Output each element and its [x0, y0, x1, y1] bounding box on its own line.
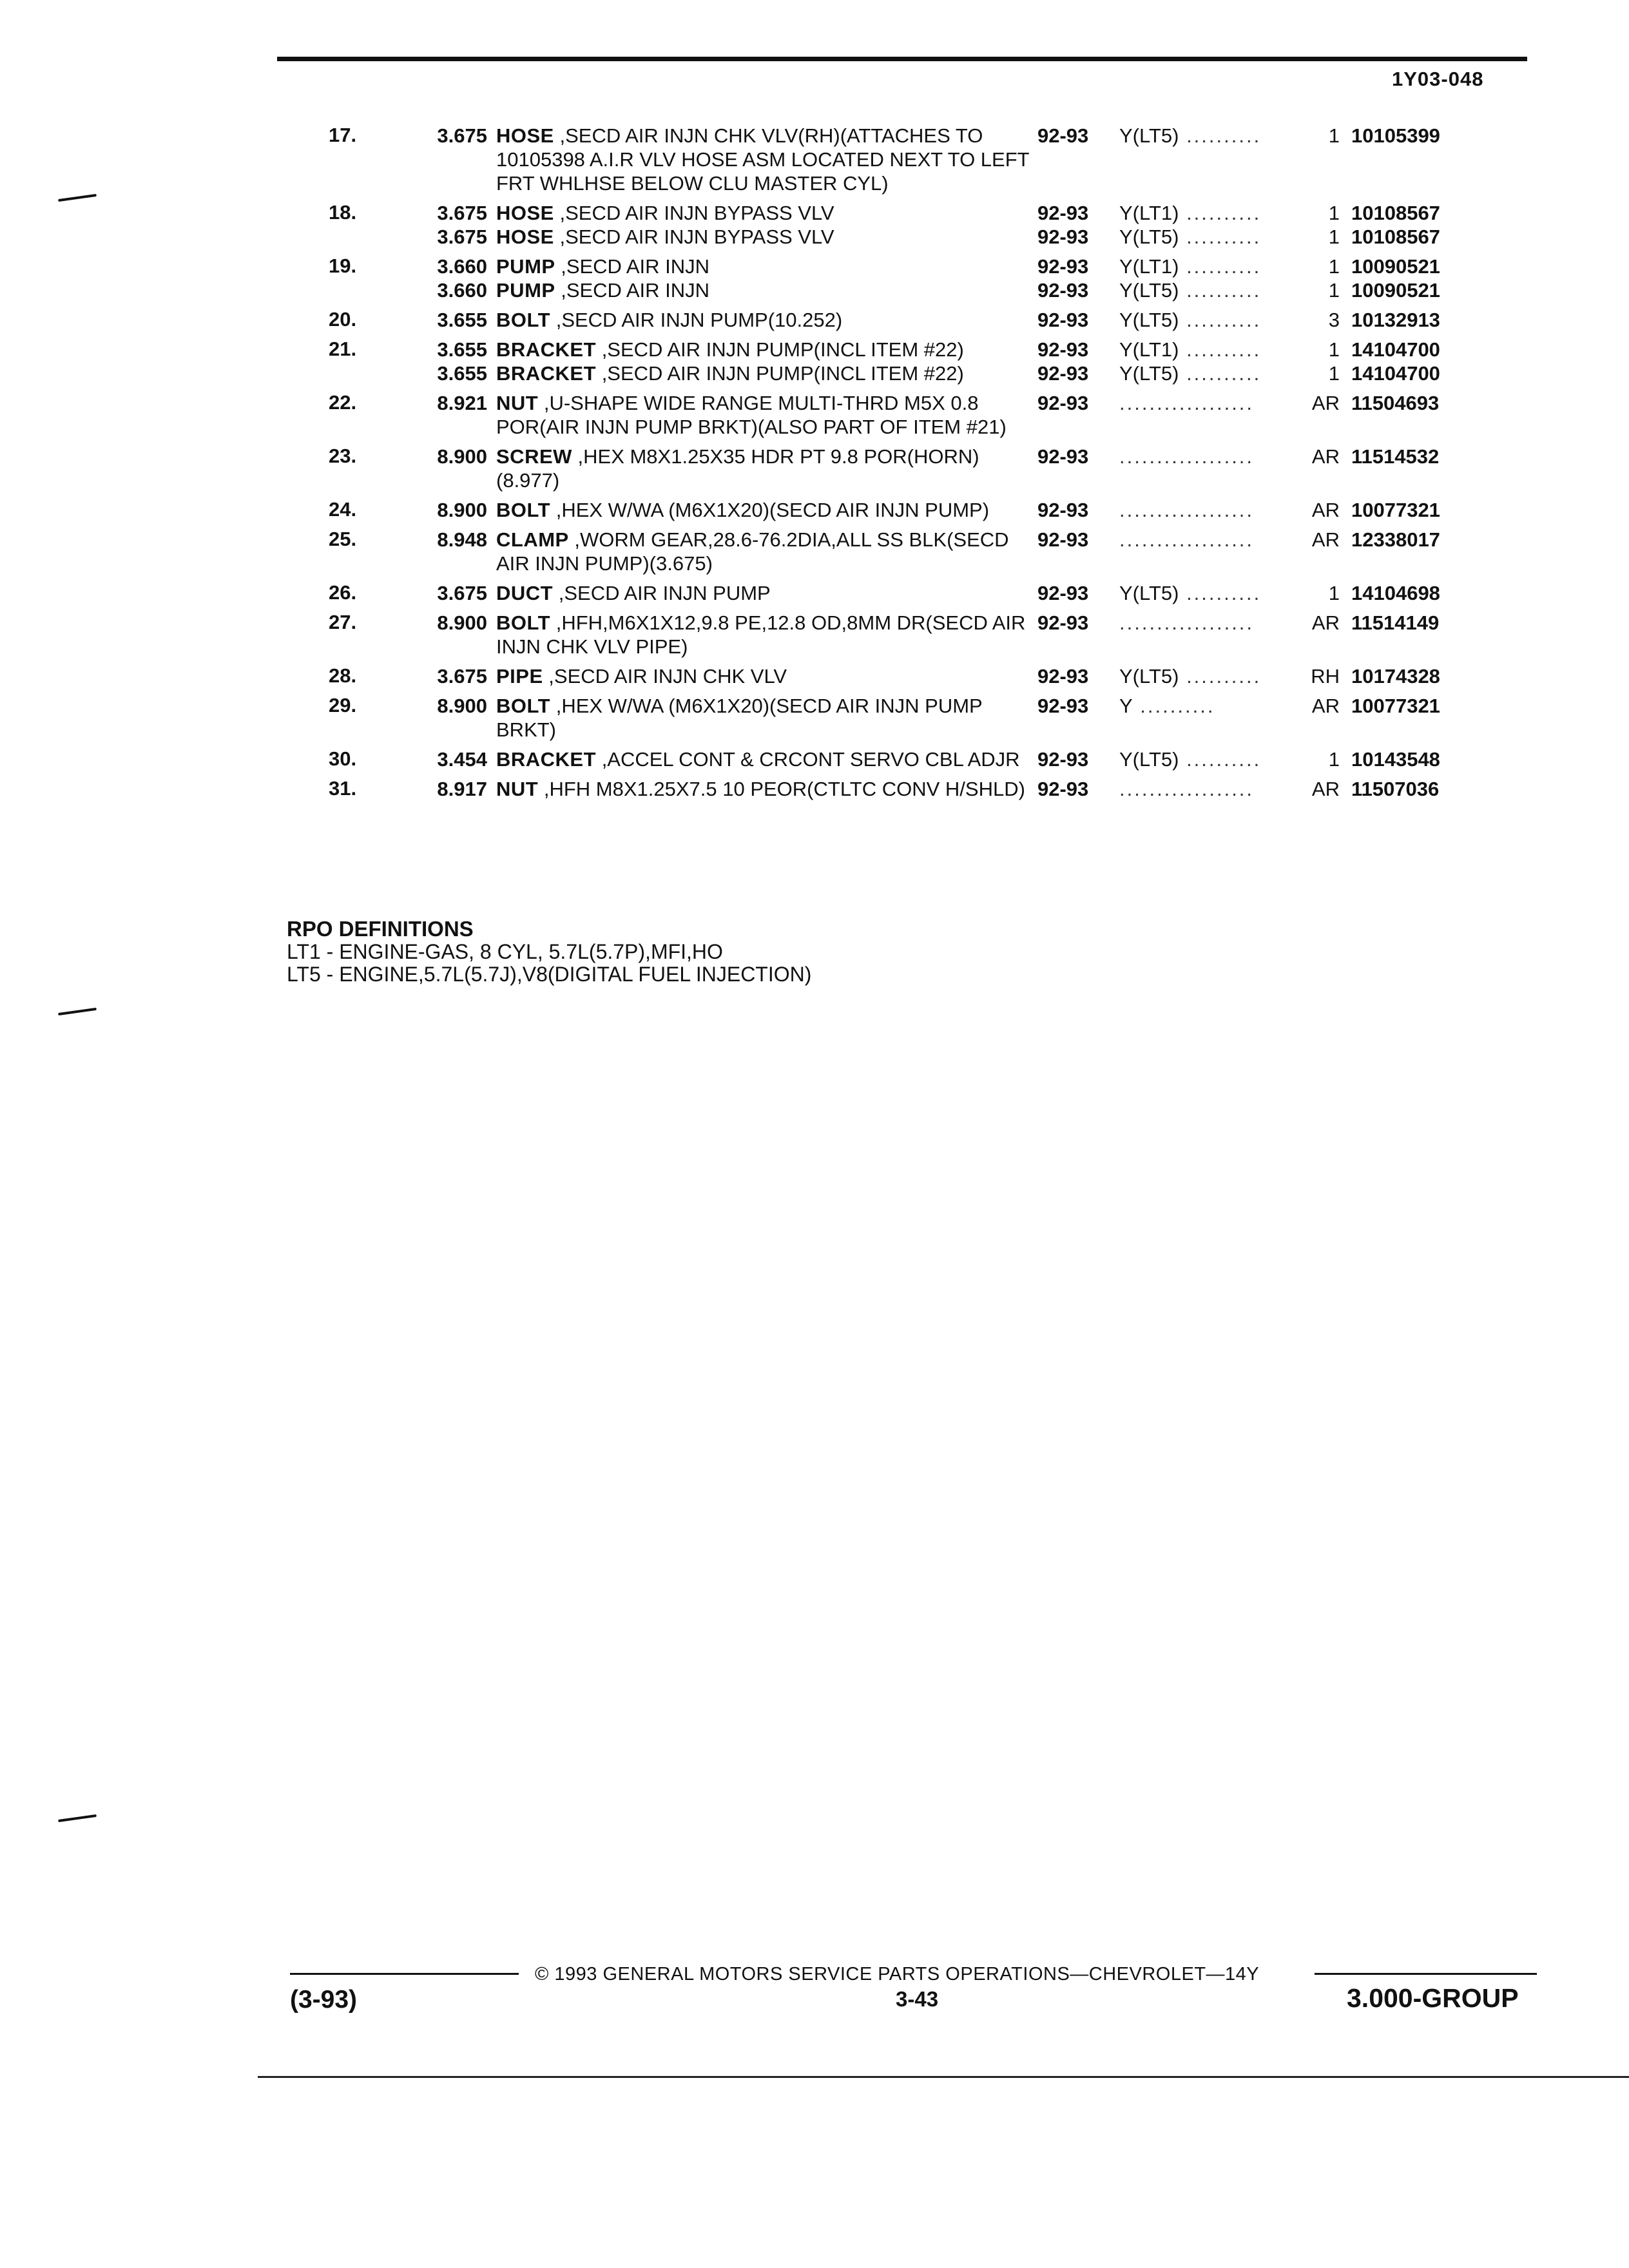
- group-number: 8.921: [437, 392, 487, 414]
- model-years: 92-93: [1037, 445, 1089, 468]
- part-number: 14104698: [1351, 582, 1440, 604]
- part-description: [496, 195, 1037, 225]
- table-row: [303, 771, 1553, 801]
- item-number: [303, 278, 425, 302]
- leader-dots: ..................: [1119, 611, 1255, 634]
- model-years: 92-93: [1037, 582, 1089, 604]
- model-years: 92-93: [1037, 778, 1089, 800]
- quantity: 1: [1328, 582, 1340, 604]
- part-number: 12338017: [1351, 528, 1440, 551]
- part-number: 10090521: [1351, 255, 1440, 278]
- part-name: PIPE: [496, 665, 543, 687]
- group-number: 3.675: [437, 124, 487, 147]
- hole-punch-mark: [58, 1814, 97, 1822]
- quantity: AR: [1311, 778, 1340, 800]
- part-number: 10132913: [1351, 309, 1440, 331]
- rpo-code: Y(LT1): [1119, 202, 1179, 224]
- part-detail: ,SECD AIR INJN PUMP(10.252): [555, 309, 843, 331]
- model-years: 92-93: [1037, 279, 1089, 302]
- part-detail: ,SECD AIR INJN CHK VLV: [548, 665, 787, 687]
- group-number: 3.675: [437, 665, 487, 687]
- quantity: 1: [1328, 255, 1340, 278]
- rpo-usage: [1119, 385, 1306, 439]
- quantity: 3: [1328, 309, 1340, 331]
- rpo-code: Y(LT5): [1119, 124, 1179, 147]
- leader-dots: ..........: [1179, 255, 1262, 278]
- part-name: BOLT: [496, 499, 551, 521]
- top-rule: [277, 57, 1527, 61]
- part-name: NUT: [496, 778, 539, 800]
- item-number: 19.: [329, 255, 357, 277]
- rpo-usage: [1119, 118, 1306, 195]
- model-years: 92-93: [1037, 695, 1089, 717]
- leader-dots: ..........: [1179, 582, 1262, 604]
- quantity: AR: [1311, 499, 1340, 521]
- leader-dots: ..........: [1179, 279, 1262, 302]
- part-detail: ,U-SHAPE WIDE RANGE MULTI-THRD M5X 0.8 POR(AIR INJN PUMP BRKT)(ALSO PART OF ITEM #21): [496, 392, 1007, 438]
- quantity: 1: [1328, 338, 1340, 361]
- item-number: 30.: [329, 747, 357, 770]
- footer-date: (3-93): [290, 1986, 358, 2013]
- part-description: [496, 249, 1037, 278]
- leader-dots: ..................: [1119, 392, 1255, 414]
- group-number: 8.900: [437, 695, 487, 717]
- item-number: 29.: [329, 694, 357, 716]
- rpo-code: Y(LT1): [1119, 255, 1179, 278]
- part-description: [496, 742, 1037, 771]
- part-name: NUT: [496, 392, 539, 414]
- part-detail: ,HEX W/WA (M6X1X20)(SECD AIR INJN PUMP BRKT): [496, 695, 983, 741]
- part-description: [496, 522, 1037, 575]
- table-row: [303, 688, 1553, 742]
- group-number: 8.948: [437, 528, 487, 551]
- item-number: [303, 225, 425, 249]
- item-number: 18.: [329, 201, 357, 224]
- rpo-definition-lt1: LT1 - ENGINE-GAS, 8 CYL, 5.7L(5.7P),MFI,HO: [287, 940, 723, 963]
- item-number: [303, 361, 425, 385]
- part-name: HOSE: [496, 226, 554, 248]
- leader-dots: ..........: [1179, 202, 1262, 224]
- item-number: 23.: [329, 445, 357, 467]
- rpo-code: Y(LT5): [1119, 665, 1179, 687]
- part-detail: ,HEX W/WA (M6X1X20)(SECD AIR INJN PUMP): [555, 499, 990, 521]
- table-row: [303, 249, 1553, 278]
- footer-page-number: 3-43: [896, 1987, 939, 2011]
- rpo-definition-lt5: LT5 - ENGINE,5.7L(5.7J),V8(DIGITAL FUEL INJECTION): [287, 963, 812, 986]
- item-number: 25.: [329, 528, 357, 550]
- group-number: 3.675: [437, 582, 487, 604]
- table-row: [303, 225, 1553, 249]
- part-name: DUCT: [496, 582, 554, 604]
- item-number: 17.: [329, 124, 357, 146]
- footer-group: 3.000-GROUP: [1347, 1983, 1519, 2013]
- model-years: 92-93: [1037, 611, 1089, 634]
- part-number: 14104700: [1351, 362, 1440, 385]
- item-number: 20.: [329, 308, 357, 331]
- leader-dots: ..........: [1179, 226, 1262, 248]
- part-name: HOSE: [496, 124, 554, 147]
- rpo-usage: [1119, 439, 1306, 492]
- leader-dots: ..........: [1179, 362, 1262, 385]
- part-description: [496, 658, 1037, 688]
- table-row: [303, 278, 1553, 302]
- model-years: 92-93: [1037, 392, 1089, 414]
- rpo-usage: [1119, 658, 1306, 688]
- hole-punch-mark: [58, 1008, 97, 1015]
- part-name: BOLT: [496, 695, 551, 717]
- part-number: 10077321: [1351, 695, 1440, 717]
- part-name: CLAMP: [496, 528, 569, 551]
- part-number: 11507036: [1351, 778, 1440, 800]
- table-row: [303, 195, 1553, 225]
- item-number: 24.: [329, 498, 357, 521]
- quantity: 1: [1328, 226, 1340, 248]
- part-name: BOLT: [496, 309, 551, 331]
- table-row: [303, 658, 1553, 688]
- rpo-code: Y(LT5): [1119, 226, 1179, 248]
- rpo-usage: [1119, 742, 1306, 771]
- table-row: [303, 385, 1553, 439]
- model-years: 92-93: [1037, 202, 1089, 224]
- leader-dots: ..................: [1119, 445, 1255, 468]
- part-number: 10077321: [1351, 499, 1440, 521]
- part-description: [496, 688, 1037, 742]
- leader-dots: ..........: [1179, 309, 1262, 331]
- rpo-usage: [1119, 332, 1306, 361]
- group-number: 3.675: [437, 202, 487, 224]
- rpo-usage: [1119, 522, 1306, 575]
- rpo-usage: [1119, 575, 1306, 605]
- part-name: SCREW: [496, 445, 572, 468]
- rpo-usage: [1119, 688, 1306, 742]
- rpo-code: Y(LT5): [1119, 362, 1179, 385]
- group-number: 8.900: [437, 445, 487, 468]
- part-detail: ,SECD AIR INJN CHK VLV(RH)(ATTACHES TO 10105398 A.I.R VLV HOSE ASM LOCATED NEXT TO LEFT FRT WHLHSE BELOW CLU MASTER CYL): [496, 124, 1030, 195]
- model-years: 92-93: [1037, 255, 1089, 278]
- part-number: 14104700: [1351, 338, 1440, 361]
- table-row: [303, 492, 1553, 522]
- part-description: [496, 771, 1037, 801]
- quantity: 1: [1328, 279, 1340, 302]
- part-name: PUMP: [496, 279, 555, 302]
- quantity: AR: [1311, 528, 1340, 551]
- part-detail: ,SECD AIR INJN: [561, 255, 710, 278]
- part-description: [496, 439, 1037, 492]
- part-detail: ,SECD AIR INJN BYPASS VLV: [559, 202, 834, 224]
- part-name: BRACKET: [496, 338, 597, 361]
- rpo-usage: [1119, 249, 1306, 278]
- leader-dots: ..................: [1119, 499, 1255, 521]
- rpo-code: Y(LT5): [1119, 582, 1179, 604]
- rpo-code: Y(LT5): [1119, 279, 1179, 302]
- quantity: AR: [1311, 445, 1340, 468]
- rpo-code: Y(LT5): [1119, 748, 1179, 771]
- quantity: AR: [1311, 695, 1340, 717]
- group-number: 8.900: [437, 499, 487, 521]
- item-number: 27.: [329, 611, 357, 633]
- part-number: 11514149: [1351, 611, 1440, 634]
- leader-dots: ..........: [1179, 338, 1262, 361]
- group-number: 3.660: [437, 255, 487, 278]
- leader-dots: ..........: [1179, 124, 1262, 147]
- model-years: 92-93: [1037, 665, 1089, 687]
- model-years: 92-93: [1037, 226, 1089, 248]
- part-description: [496, 225, 1037, 249]
- parts-table-body: [303, 118, 1553, 801]
- part-description: [496, 385, 1037, 439]
- leader-dots: ..........: [1179, 748, 1262, 771]
- group-number: 8.917: [437, 778, 487, 800]
- part-name: BOLT: [496, 611, 551, 634]
- part-name: PUMP: [496, 255, 555, 278]
- part-name: BRACKET: [496, 362, 597, 385]
- rpo-usage: [1119, 225, 1306, 249]
- part-detail: ,HFH M8X1.25X7.5 10 PEOR(CTLTC CONV H/SHLD): [543, 778, 1025, 800]
- part-detail: ,SECD AIR INJN: [561, 279, 710, 302]
- part-description: [496, 605, 1037, 658]
- footer-rule-right: [1315, 1973, 1537, 1975]
- item-number: 22.: [329, 391, 357, 414]
- part-description: [496, 278, 1037, 302]
- group-number: 3.655: [437, 338, 487, 361]
- hole-punch-mark: [58, 194, 97, 202]
- part-number: 10143548: [1351, 748, 1440, 771]
- table-row: [303, 361, 1553, 385]
- table-row: [303, 605, 1553, 658]
- item-number: 28.: [329, 664, 357, 687]
- rpo-definitions-title: RPO DEFINITIONS: [287, 917, 474, 941]
- part-number: 11514532: [1351, 445, 1440, 468]
- rpo-usage: [1119, 492, 1306, 522]
- model-years: 92-93: [1037, 362, 1089, 385]
- item-number: 31.: [329, 777, 357, 800]
- part-detail: ,SECD AIR INJN PUMP(INCL ITEM #22): [601, 362, 964, 385]
- footer-rule-left: [290, 1973, 519, 1975]
- quantity: 1: [1328, 748, 1340, 771]
- part-name: HOSE: [496, 202, 554, 224]
- part-detail: ,HEX M8X1.25X35 HDR PT 9.8 POR(HORN)(8.977): [496, 445, 979, 492]
- part-detail: ,SECD AIR INJN BYPASS VLV: [559, 226, 834, 248]
- model-years: 92-93: [1037, 499, 1089, 521]
- group-number: 8.900: [437, 611, 487, 634]
- part-description: [496, 332, 1037, 361]
- page-code: 1Y03-048: [1392, 68, 1484, 90]
- group-number: 3.655: [437, 309, 487, 331]
- quantity: 1: [1328, 124, 1340, 147]
- part-detail: ,SECD AIR INJN PUMP(INCL ITEM #22): [601, 338, 964, 361]
- table-row: [303, 439, 1553, 492]
- part-number: 11504693: [1351, 392, 1440, 414]
- table-row: [303, 742, 1553, 771]
- rpo-usage: [1119, 605, 1306, 658]
- quantity: RH: [1311, 665, 1340, 687]
- leader-dots: ..........: [1132, 695, 1215, 717]
- part-description: [496, 118, 1037, 195]
- part-detail: ,WORM GEAR,28.6-76.2DIA,ALL SS BLK(SECD AIR INJN PUMP)(3.675): [496, 528, 1009, 575]
- item-number: 26.: [329, 581, 357, 604]
- part-number: 10108567: [1351, 202, 1440, 224]
- part-number: 10174328: [1351, 665, 1440, 687]
- rpo-usage: [1119, 771, 1306, 801]
- part-number: 10105399: [1351, 124, 1440, 147]
- leader-dots: ..................: [1119, 528, 1255, 551]
- quantity: 1: [1328, 202, 1340, 224]
- model-years: 92-93: [1037, 528, 1089, 551]
- rpo-usage: [1119, 278, 1306, 302]
- quantity: 1: [1328, 362, 1340, 385]
- part-name: BRACKET: [496, 748, 597, 771]
- group-number: 3.655: [437, 362, 487, 385]
- bottom-rule: [258, 2076, 1629, 2078]
- part-description: [496, 575, 1037, 605]
- table-row: [303, 575, 1553, 605]
- table-row: [303, 522, 1553, 575]
- rpo-usage: [1119, 361, 1306, 385]
- group-number: 3.675: [437, 226, 487, 248]
- part-detail: ,ACCEL CONT & CRCONT SERVO CBL ADJR: [601, 748, 1020, 771]
- item-number: 21.: [329, 338, 357, 360]
- rpo-code: Y: [1119, 695, 1133, 717]
- table-row: [303, 302, 1553, 332]
- leader-dots: ..........: [1179, 665, 1262, 687]
- part-number: 10090521: [1351, 279, 1440, 302]
- model-years: 92-93: [1037, 338, 1089, 361]
- part-detail: ,HFH,M6X1X12,9.8 PE,12.8 OD,8MM DR(SECD AIR INJN CHK VLV PIPE): [496, 611, 1026, 658]
- table-row: [303, 332, 1553, 361]
- part-description: [496, 361, 1037, 385]
- leader-dots: ..................: [1119, 778, 1255, 800]
- model-years: 92-93: [1037, 309, 1089, 331]
- rpo-usage: [1119, 302, 1306, 332]
- table-row: [303, 118, 1553, 195]
- rpo-code: Y(LT5): [1119, 309, 1179, 331]
- model-years: 92-93: [1037, 124, 1089, 147]
- rpo-usage: [1119, 195, 1306, 225]
- quantity: AR: [1311, 392, 1340, 414]
- part-description: [496, 492, 1037, 522]
- rpo-code: Y(LT1): [1119, 338, 1179, 361]
- parts-table: [303, 118, 1553, 801]
- part-number: 10108567: [1351, 226, 1440, 248]
- quantity: AR: [1311, 611, 1340, 634]
- model-years: 92-93: [1037, 748, 1089, 771]
- part-detail: ,SECD AIR INJN PUMP: [558, 582, 771, 604]
- group-number: 3.660: [437, 279, 487, 302]
- part-description: [496, 302, 1037, 332]
- group-number: 3.454: [437, 748, 487, 771]
- footer-copyright: © 1993 GENERAL MOTORS SERVICE PARTS OPERATIONS—CHEVROLET—14Y: [535, 1964, 1260, 1984]
